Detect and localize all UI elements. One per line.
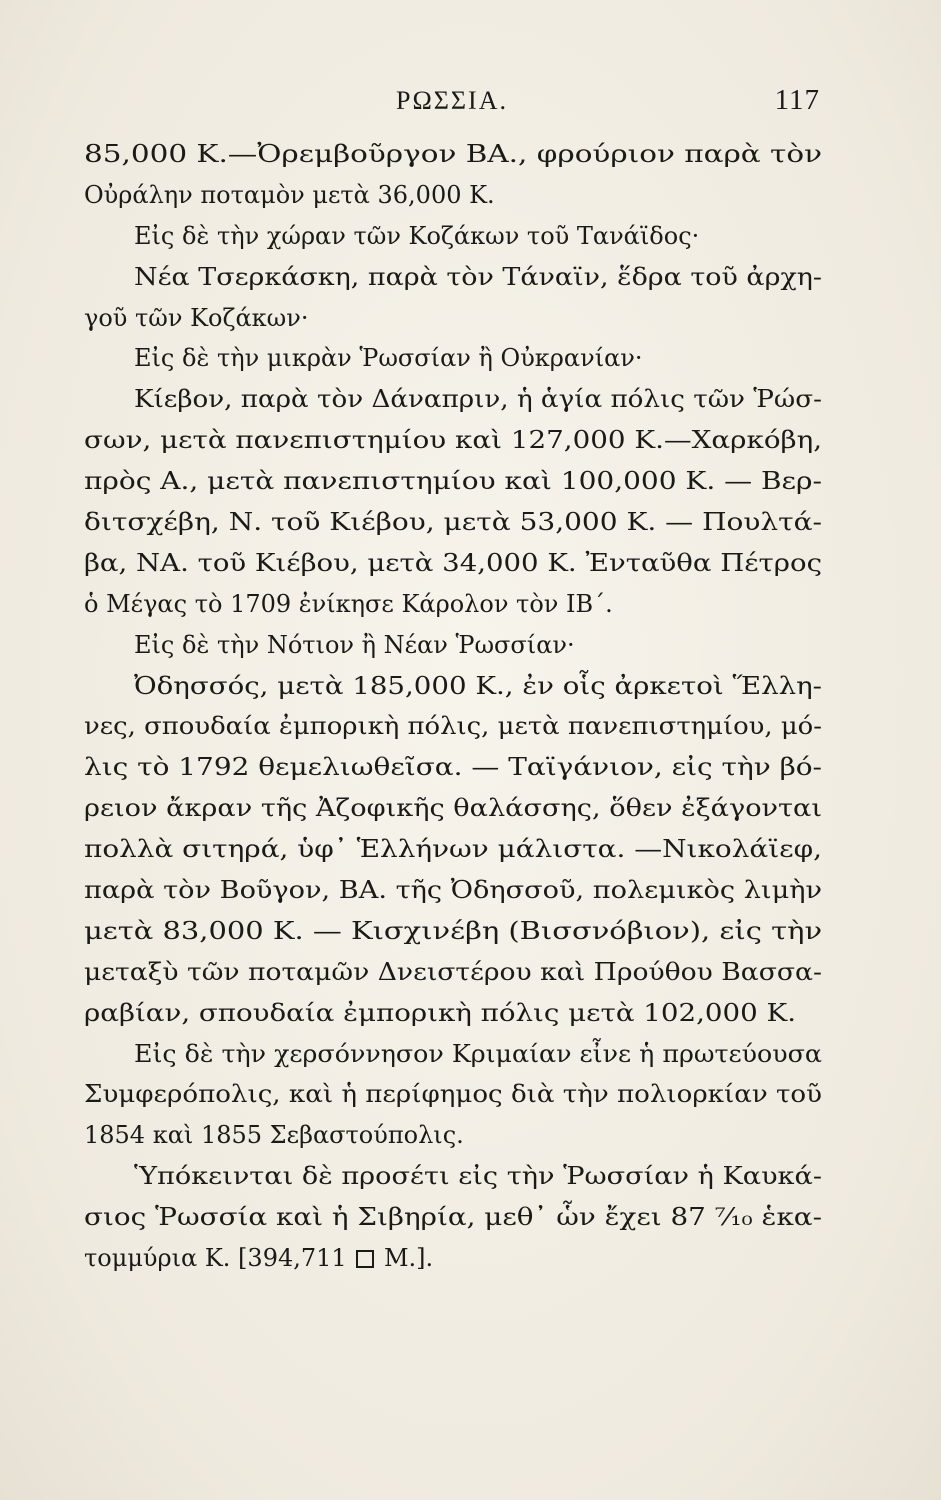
text-line: 1854 καὶ 1855 Σεβαστούπολις. (84, 1121, 464, 1150)
square-symbol-icon (356, 1250, 374, 1268)
text-line: τομμύρια Κ. [394,711 Μ.]. (84, 1244, 434, 1273)
text-line: διτσχέβη, Ν. τοῦ Κιέβου, μετὰ 53,000 Κ. — Πουλτά- (84, 508, 823, 537)
paragraph-start-line: Εἰς δὲ τὴν χερσόννησον Κριμαίαν εἶνε ἡ πρωτεύουσα (134, 1039, 823, 1068)
text-line: σων, μετὰ πανεπιστημίου καὶ 127,000 Κ.—Χαρκόβη, (84, 426, 823, 455)
paragraph-start-line: Ὀδησσός, μετὰ 185,000 Κ., ἐν οἷς ἀρκετοὶ Ἕλλη- (134, 671, 823, 700)
running-head: ΡΩΣΣΙΑ. (396, 86, 508, 115)
text-line: ρειον ἄκραν τῆς Ἀζοφικῆς θαλάσσης, ὅθεν ἐξάγονται (84, 794, 823, 823)
text-line: 85,000 Κ.—Ὀρεμβοῦργον ΒΑ., φρούριον παρὰ τὸν (84, 140, 822, 168)
text-line: σιος Ῥωσσία καὶ ἡ Σιβηρία, μεθ᾽ ὧν ἔχει 87 ⁷⁄₁₀ ἑκα- (84, 1203, 822, 1232)
page-header (84, 84, 820, 124)
paragraph-start-line: Εἰς δὲ τὴν μικρὰν Ῥωσσίαν ἢ Οὐκρανίαν· (134, 344, 643, 373)
text-line: μετὰ 83,000 Κ. — Κισχινέβη (Βισσνόβιον), εἰς τὴν (84, 916, 823, 945)
paragraph-start-line: Εἰς δὲ τὴν Νότιον ἢ Νέαν Ῥωσσίαν· (134, 630, 575, 659)
paragraph-start-line: Κίεβον, παρὰ τὸν Δάναπριν, ἡ ἁγία πόλις τῶν Ῥώσ- (134, 385, 822, 414)
paragraph-start-line: Ὑπόκεινται δὲ προσέτι εἰς τὴν Ῥωσσίαν ἡ Καυκά- (134, 1162, 822, 1191)
text-line: γοῦ τῶν Κοζάκων· (84, 303, 309, 332)
text-line: παρὰ τὸν Βοῦγον, ΒΑ. τῆς Ὀδησσοῦ, πολεμικὸς λιμὴν (84, 876, 823, 905)
text-line: Συμφερόπολις, καὶ ἡ περίφημος διὰ τὴν πολιορκίαν τοῦ (84, 1080, 822, 1109)
body-text (84, 134, 822, 1279)
text-line: βα, ΝΑ. τοῦ Κιέβου, μετὰ 34,000 Κ. Ἐνταῦθα Πέτρος (84, 548, 823, 577)
text-line: πολλὰ σιτηρά, ὑφ᾽ Ἑλλήνων μάλιστα. —Νικολάϊεφ, (84, 835, 823, 864)
text-line: Οὐράλην ποταμὸν μετὰ 36,000 Κ. (84, 180, 495, 209)
text-line: πρὸς Α., μετὰ πανεπιστημίου καὶ 100,000 Κ. — Βερ- (84, 467, 822, 496)
text-line: λις τὸ 1792 θεμελιωθεῖσα. — Ταϊγάνιον, εἰς τὴν βό- (84, 753, 822, 782)
paragraph-start-line: Εἰς δὲ τὴν χώραν τῶν Κοζάκων τοῦ Τανάϊδος· (134, 221, 700, 250)
text-line: νες, σπουδαία ἐμπορικὴ πόλις, μετὰ πανεπιστημίου, μό- (84, 712, 823, 741)
text-line: μεταξὺ τῶν ποταμῶν Δνειστέρου καὶ Προύθου Βασσα- (84, 957, 822, 986)
text-line: ραβίαν, σπουδαία ἐμπορικὴ πόλις μετὰ 102,000 Κ. (84, 998, 797, 1027)
page-number: 117 (774, 84, 820, 116)
paragraph-start-line: Νέα Τσερκάσκη, παρὰ τὸν Τάναϊν, ἕδρα τοῦ ἀρχη- (134, 262, 823, 291)
text-line: ὁ Μέγας τὸ 1709 ἐνίκησε Κάρολον τὸν ΙΒ΄. (84, 589, 613, 618)
